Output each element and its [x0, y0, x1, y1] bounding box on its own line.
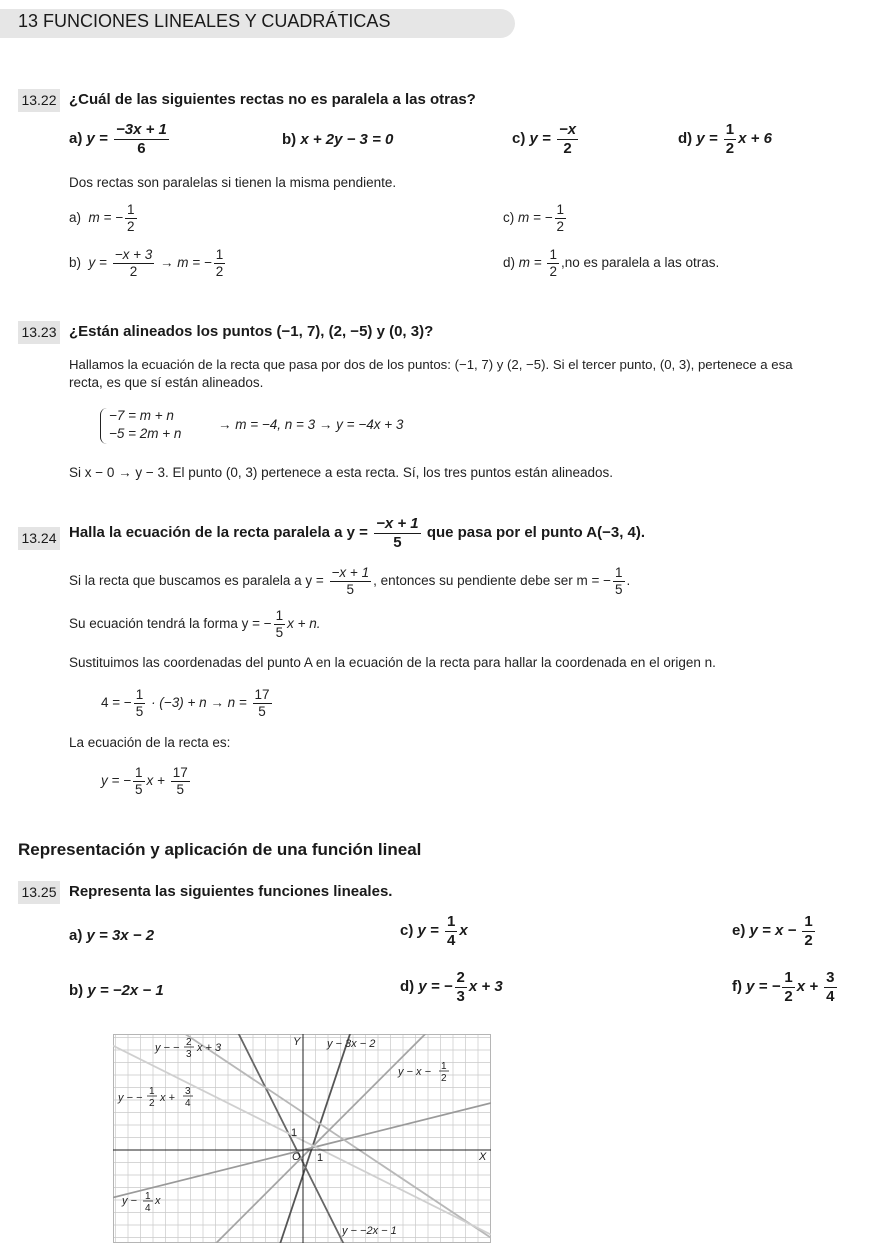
system-equation: −7 = m + n	[109, 408, 174, 423]
paragraph-line: Su ecuación tendrá la forma y = − $\frac{1}{5}$ x + n.	[69, 608, 321, 641]
svg-text:4: 4	[145, 1203, 151, 1214]
exercise-number-13-23: 13.23	[18, 321, 60, 344]
exercise-question: ¿Cuál de las siguientes rectas no es paralela a las otras?	[69, 91, 476, 108]
svg-text:y −: y −	[122, 1195, 137, 1207]
svg-text:x +: x +	[160, 1092, 175, 1104]
final-equation: y = − $\frac{1}{5}$ x + $\frac{17}{5}$	[101, 765, 188, 798]
svg-text:2: 2	[149, 1098, 155, 1109]
linear-functions-graph	[113, 1034, 491, 1243]
exercise-number-13-22: 13.22	[18, 89, 60, 112]
exercise-question: Halla la ecuación de la recta paralela a y = $\frac{-x + 1}{5}$ que pasa por el punto A(−3, 4).	[69, 515, 646, 551]
svg-text:y − −: y − −	[118, 1092, 143, 1104]
option-a: a) y = $\frac{-3x + 1}{6}$	[69, 121, 167, 157]
x-tick-label: 1	[317, 1152, 324, 1164]
series-label-f	[117, 1086, 193, 1109]
exercise-question: ¿Están alineados los puntos (−1, 7), (2, −5) y (0, 3)?	[69, 323, 434, 340]
exercise-number-13-24: 13.24	[18, 527, 60, 550]
solution-a: a) m = − $\frac{1}{2}$	[69, 202, 135, 235]
paragraph-line: Hallamos la ecuación de la recta que pasa por dos de los puntos: (−1, 7) y (2, −5). Si el tercer punto, (0, 3), pertenece a esa	[69, 357, 793, 372]
x-axis-label: X	[479, 1151, 487, 1163]
svg-text:3: 3	[185, 1086, 191, 1097]
svg-text:3: 3	[186, 1049, 192, 1060]
graph-labels	[117, 1036, 487, 1237]
function-e: e) y = x − $\frac{1}{2}$	[732, 913, 813, 949]
paragraph-line: recta, es que sí están alineados.	[69, 375, 264, 390]
svg-text:4: 4	[185, 1098, 191, 1109]
series-label-a: y − 3x − 2	[327, 1038, 376, 1050]
svg-text:1: 1	[149, 1086, 155, 1097]
fraction: $\frac{1}{2}$	[725, 121, 735, 157]
y-tick-label: 1	[291, 1127, 298, 1139]
solution-c: c) m = − $\frac{1}{2}$	[503, 202, 565, 235]
conclusion-text: Si x − 0 → y − 3. El punto (0, 3) pertenece a esta recta. Sí, los tres puntos están alineados.	[69, 465, 614, 480]
svg-text:2: 2	[441, 1073, 447, 1084]
paragraph-line: La ecuación de la recta es:	[69, 735, 231, 750]
svg-text:2: 2	[186, 1037, 192, 1048]
series-label-d	[154, 1037, 222, 1060]
function-lines	[113, 1034, 491, 1243]
exercise-question: Representa las siguientes funciones lineales.	[69, 883, 393, 900]
option-b: b) x + 2y − 3 = 0	[282, 131, 394, 148]
function-c: c) y = $\frac{1}{4}$ x	[400, 913, 468, 949]
svg-text:y − −: y − −	[155, 1042, 180, 1054]
y-axis-label: Y	[293, 1036, 301, 1048]
axes	[113, 1034, 491, 1243]
fraction: $\frac{-x}{2}$	[558, 121, 577, 157]
substitution-equation: 4 = − $\frac{1}{5}$ · (−3) + n → n = $\frac{17}{5}$	[101, 687, 270, 720]
svg-text:1: 1	[441, 1061, 447, 1072]
svg-text:x + 3: x + 3	[197, 1042, 222, 1054]
function-line-e	[113, 1034, 491, 1243]
section-heading: Representación y aplicación de una función lineal	[18, 840, 422, 859]
solution-d: d) m = $\frac{1}{2}$ ,no es paralela a las otras.	[503, 247, 720, 280]
function-line-f	[113, 1046, 491, 1235]
paragraph-line: Si la recta que buscamos es paralela a y = $\frac{-x + 1}{5}$ , entonces su pendiente debe ser m = − $\frac{1}{5}$ .	[69, 565, 631, 598]
svg-text:x: x	[155, 1195, 161, 1207]
option-d: d) y = $\frac{1}{2}$ x + 6	[678, 121, 772, 157]
system-equation: −5 = 2m + n	[109, 426, 182, 441]
function-a: a) y = 3x − 2	[69, 927, 155, 944]
function-b: b) y = −2x − 1	[69, 982, 164, 999]
series-label-c	[121, 1191, 161, 1214]
fraction: $\frac{-3x + 1}{6}$	[115, 121, 167, 157]
function-d: d) y = − $\frac{2}{3}$ x + 3	[400, 969, 503, 1005]
system-result: → m = −4, n = 3 → y = −4x + 3	[218, 417, 404, 432]
grid	[113, 1034, 491, 1243]
explanation-text: Dos rectas son paralelas si tienen la misma pendiente.	[69, 175, 397, 190]
origin-label: O	[292, 1151, 301, 1163]
chapter-title: 13 FUNCIONES LINEALES Y CUADRÁTICAS	[18, 11, 391, 31]
graph-svg	[113, 1034, 491, 1243]
svg-text:y − x −: y − x −	[398, 1066, 432, 1078]
paragraph-line: Sustituimos las coordenadas del punto A en la ecuación de la recta para hallar la coordenada en el origen n.	[69, 655, 716, 670]
series-label-b: y − −2x − 1	[342, 1225, 397, 1237]
solution-b: b) y = $\frac{-x + 3}{2}$ → m = − $\frac{1}{2}$	[69, 247, 224, 280]
function-line-a	[113, 1034, 491, 1243]
svg-text:1: 1	[145, 1191, 151, 1202]
system-brace	[100, 408, 107, 444]
series-label-e	[397, 1061, 449, 1084]
exercise-number-13-25: 13.25	[18, 881, 60, 904]
function-f: f) y = − $\frac{1}{2}$ x + $\frac{3}{4}$	[732, 969, 835, 1005]
function-line-b	[113, 1034, 491, 1243]
graph-border	[114, 1035, 491, 1243]
option-c: c) y = $\frac{-x}{2}$	[512, 121, 577, 157]
